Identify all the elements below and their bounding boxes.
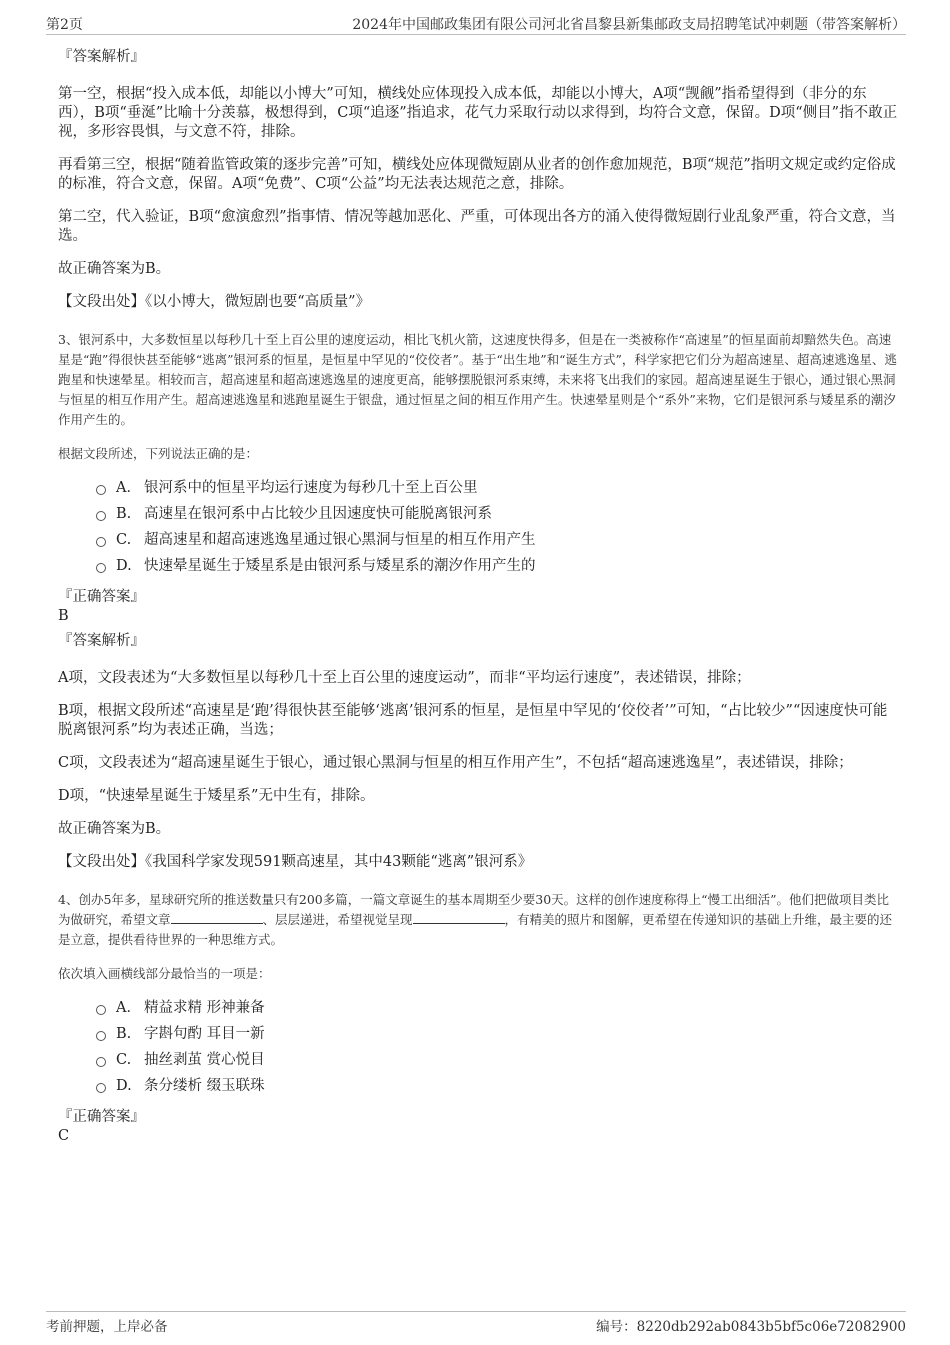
option-text: 快速晕星诞生于矮星系是由银河系与矮星系的潮汐作用产生的 xyxy=(144,558,536,574)
radio-button[interactable] xyxy=(96,1031,106,1041)
q4-stem-part-1: 4、创办5年多，星球研究所的推送数量只有200多篇，一篇文章诞生的基本周期至少要30天。这样的创作速度称得上“慢工出细活”。他们把做项目类比为做研究，希望文章 xyxy=(58,892,889,927)
q3-source: 【文段出处】《我国科学家发现591颗高速星，其中43颗能“逃离”银河系》 xyxy=(58,854,533,870)
option-letter: C. xyxy=(116,1052,132,1068)
option-letter: A． xyxy=(116,480,141,496)
q4-option-a[interactable] xyxy=(58,998,898,1024)
q2-conclusion: 故正确答案为B。 xyxy=(58,261,171,277)
page-content xyxy=(58,48,898,1146)
fill-blank-2 xyxy=(413,911,505,924)
option-letter: D. xyxy=(116,1078,132,1094)
option-text: 超高速星和超高速逃逸星通过银心黑洞与恒星的相互作用产生 xyxy=(144,532,536,548)
radio-button[interactable] xyxy=(96,1057,106,1067)
q4-options xyxy=(58,998,898,1102)
q3-analysis-a: A项，文段表述为“大多数恒星以每秒几十至上百公里的速度运动”，而非“平均运行速度”，表述错误，排除； xyxy=(58,670,751,686)
option-letter: B. xyxy=(116,506,132,522)
q4-answer-label: 『正确答案』 xyxy=(58,1109,145,1125)
option-letter: A． xyxy=(116,1000,141,1016)
document-title: 2024年中国邮政集团有限公司河北省昌黎县新集邮政支局招聘笔试冲刺题（带答案解析） xyxy=(352,17,906,33)
q3-options xyxy=(58,478,898,582)
radio-button[interactable] xyxy=(96,537,106,547)
q3-conclusion: 故正确答案为B。 xyxy=(58,821,171,837)
option-text: 条分缕析 缀玉联珠 xyxy=(144,1078,265,1094)
fill-blank-1 xyxy=(171,911,263,924)
q4-answer: C xyxy=(58,1128,70,1144)
radio-button[interactable] xyxy=(96,1083,106,1093)
q2-source: 【文段出处】《以小博大，微短剧也要“高质量”》 xyxy=(58,294,371,310)
radio-button[interactable] xyxy=(96,1005,106,1015)
q4-option-c[interactable] xyxy=(58,1050,898,1076)
document-id: 编号：8220db292ab0843b5bf5c06e72082900 xyxy=(596,1319,906,1335)
q3-answer: B xyxy=(58,608,69,624)
q2-analysis-para-2: 再看第三空，根据“随着监管政策的逐步完善”可知，横线处应体现微短剧从业者的创作愈加规范，B项“规范”指明文规定或约定俗成的标准，符合文意，保留。A项“免费”、C项“公益”均无法表达规范之意，排除。 xyxy=(58,157,896,192)
radio-button[interactable] xyxy=(96,485,106,495)
q2-analysis-para-3: 第二空，代入验证，B项“愈演愈烈”指事情、情况等越加恶化、严重，可体现出各方的涌入使得微短剧行业乱象严重，符合文意，当选。 xyxy=(58,209,896,244)
q3-analysis-d: D项，“快速晕星诞生于矮星系”无中生有，排除。 xyxy=(58,788,375,804)
q4-stem xyxy=(58,890,898,950)
page-header xyxy=(46,14,906,35)
q4-stem-part-2: 、层层递进，希望视觉呈现 xyxy=(262,912,413,927)
radio-button[interactable] xyxy=(96,563,106,573)
footer-slogan: 考前押题，上岸必备 xyxy=(46,1319,168,1335)
q3-option-b[interactable] xyxy=(58,504,898,530)
q3-analysis-label: 『答案解析』 xyxy=(58,633,145,649)
q2-analysis-label: 『答案解析』 xyxy=(58,49,145,65)
option-text: 精益求精 形神兼备 xyxy=(144,1000,265,1016)
q4-stem-part-3: ，有精美的照片和图解，更希望在传递知识的基础上升维，最主要的还是立意，提供看待世界的一种思维方式。 xyxy=(58,912,893,947)
q3-option-c[interactable] xyxy=(58,530,898,556)
page-number: 第2页 xyxy=(46,17,83,33)
q2-analysis-para-1: 第一空，根据“投入成本低，却能以小博大”可知，横线处应体现投入成本低，却能以小博大，A项“觊觎”指希望得到（非分的东西），B项“垂涎”比喻十分羡慕，极想得到，C项“追逐”指追求，花气力采取行动以求得到，均符合文意，保留。D项“侧目”指不敢正视，多形容畏惧，与文意不符，排除。 xyxy=(58,86,898,140)
q3-analysis-b: B项，根据文段所述“高速星是‘跑’得很快甚至能够‘逃离’银河系的恒星，是恒星中罕见的‘佼佼者’”可知，“占比较少”“因速度快可能脱离银河系”均为表述正确，当选； xyxy=(58,703,888,738)
q4-option-d[interactable] xyxy=(58,1076,898,1102)
option-text: 抽丝剥茧 赏心悦目 xyxy=(144,1052,265,1068)
radio-button[interactable] xyxy=(96,511,106,521)
option-text: 高速星在银河系中占比较少且因速度快可能脱离银河系 xyxy=(144,506,492,522)
q3-prompt: 根据文段所述，下列说法正确的是： xyxy=(58,446,259,461)
q3-analysis-c: C项，文段表述为“超高速星诞生于银心，通过银心黑洞与恒星的相互作用产生”，不包括“超高速逃逸星”，表述错误，排除； xyxy=(58,755,853,771)
page-footer xyxy=(46,1311,906,1335)
q3-option-a[interactable] xyxy=(58,478,898,504)
q3-stem: 3、银河系中，大多数恒星以每秒几十至上百公里的速度运动，相比飞机火箭，这速度快得多，但是在一类被称作“高速星”的恒星面前却黯然失色。高速星是“跑”得很快甚至能够“逃离”银河系的恒星，是恒星中罕见的“佼佼者”。基于“出生地”和“诞生方式”，科学家把它们分为超高速星、超高速逃逸星、逃跑星和快速晕星。相较而言，超高速星和超高速逃逸星的速度更高，能够摆脱银河系束缚，未来将飞出我们的家园。超高速星诞生于银心，通过银心黑洞与恒星的相互作用产生。超高速逃逸星和逃跑星诞生于银盘，通过恒星之间的相互作用产生。快速晕星则是个“系外”来物，它们是银河系与矮星系的潮汐作用产生的。 xyxy=(58,332,897,427)
option-letter: C. xyxy=(116,532,132,548)
q3-option-d[interactable] xyxy=(58,556,898,582)
option-letter: B. xyxy=(116,1026,132,1042)
q3-answer-label: 『正确答案』 xyxy=(58,589,145,605)
option-text: 银河系中的恒星平均运行速度为每秒几十至上百公里 xyxy=(144,480,478,496)
q4-prompt: 依次填入画横线部分最恰当的一项是： xyxy=(58,966,271,981)
q4-option-b[interactable] xyxy=(58,1024,898,1050)
option-letter: D. xyxy=(116,558,132,574)
option-text: 字斟句酌 耳目一新 xyxy=(144,1026,265,1042)
